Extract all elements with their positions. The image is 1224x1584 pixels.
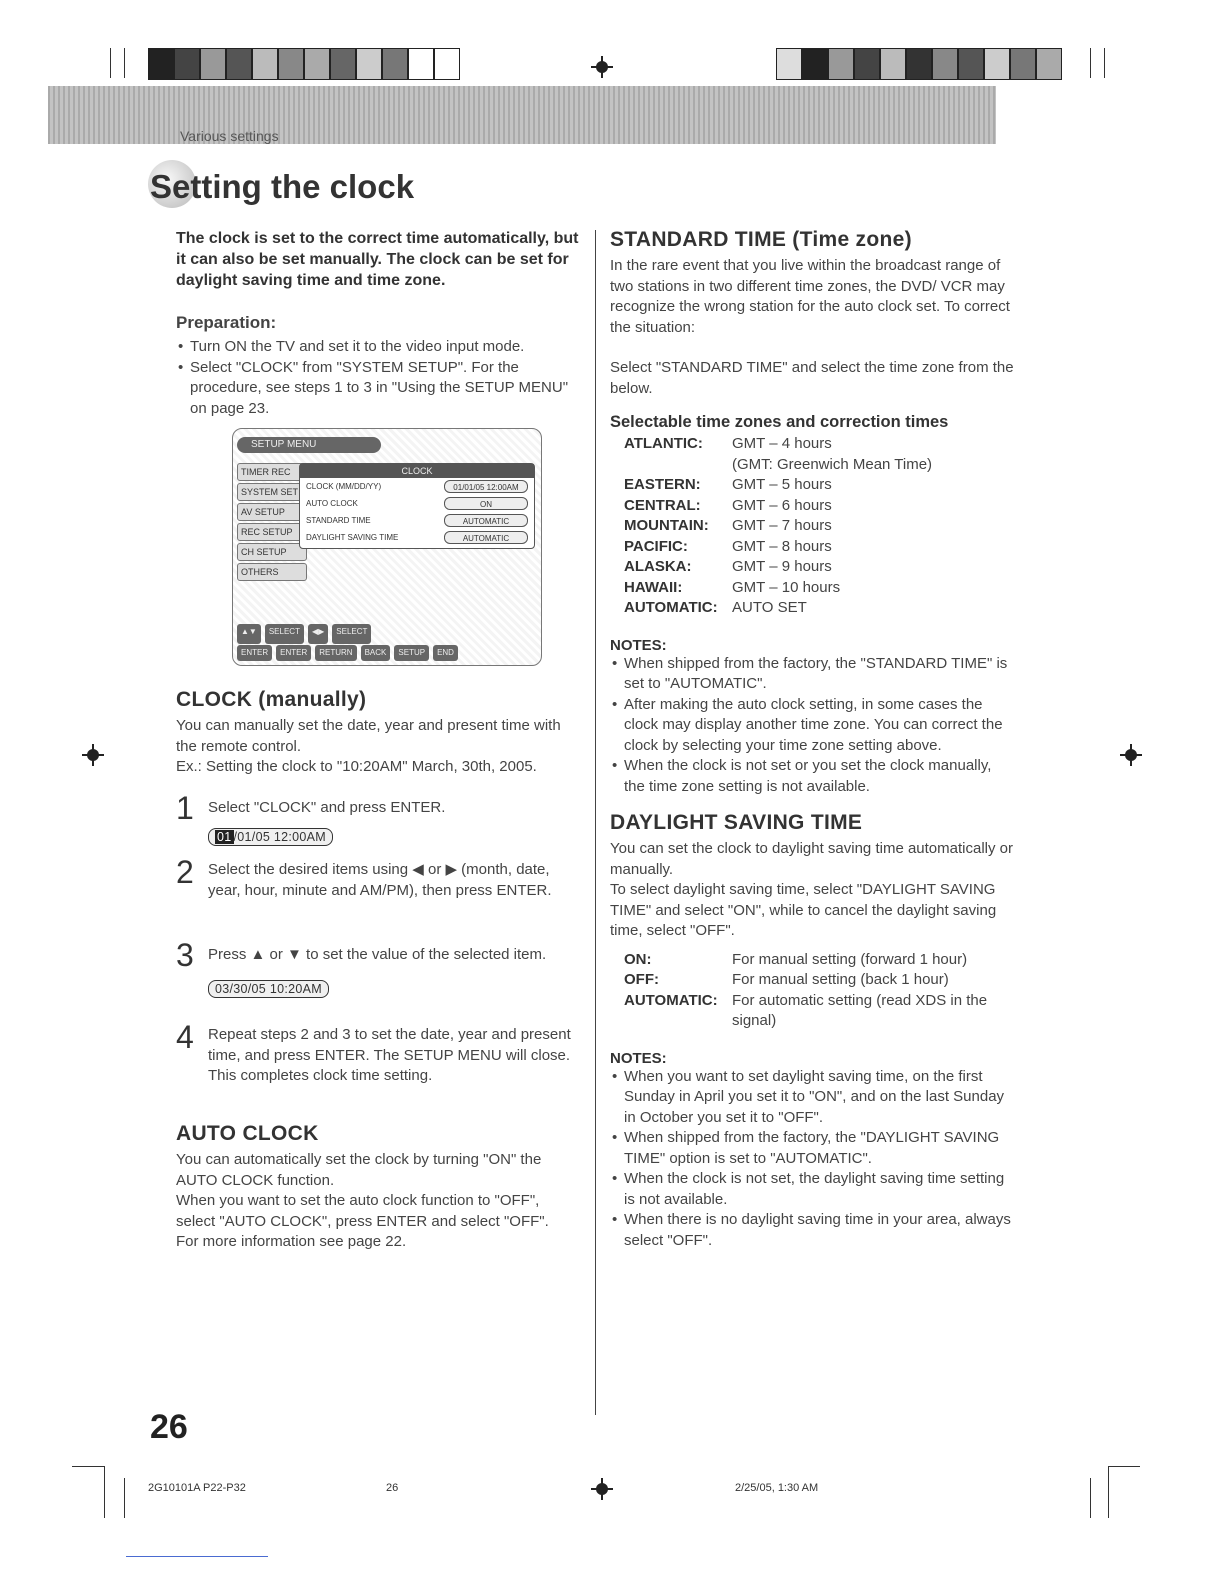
crop-mark — [72, 1466, 104, 1467]
daylight-saving-text: To select daylight saving time, select "DAYLIGHT SAVING TIME" and select "ON", while to cancel the daylight saving time, select "OFF". — [610, 881, 997, 939]
registration-mark-icon — [82, 744, 104, 766]
table-row — [624, 578, 932, 599]
zone-value: GMT – 7 hours — [732, 517, 832, 534]
clock-manual-text: You can manually set the date, year and present time with the remote control. — [176, 717, 561, 755]
zone-value: GMT – 10 hours — [732, 578, 841, 596]
list-item: • When shipped from the factory, the "DAYLIGHT SAVING TIME" option is set to "AUTOMATIC". — [610, 1128, 1014, 1169]
list-item: • When you want to set daylight saving time, on the first Sunday in April you set it to "ON", and on the last Sunday in October you set it to "OFF". — [610, 1067, 1014, 1129]
clock-manual-section — [176, 688, 580, 778]
menu-footer-label: SELECT — [265, 624, 304, 644]
menu-footer-label: ENTER — [237, 645, 272, 661]
menu-row-value: 01/01/05 12:00AM — [444, 480, 528, 493]
option-name: OFF: — [624, 971, 659, 988]
zone-value: GMT – 4 hours — [732, 435, 832, 452]
menu-row-label: AUTO CLOCK — [306, 499, 358, 508]
step-text: Select the desired items using ◀ or ▶ (month, date, year, hour, minute and AM/PM), then press ENTER. — [208, 861, 552, 899]
clock-panel — [299, 463, 535, 549]
color-calibration-strip — [776, 48, 1062, 78]
step-number: 3 — [176, 937, 194, 973]
menu-footer-label: ENTER — [276, 645, 311, 661]
intro-text: The clock is set to the correct time automatically, but it can also be set manually. The clock can be set for daylight saving time and time zone. — [176, 230, 579, 289]
clock-display-rest: /01/05 12:00AM — [233, 830, 326, 844]
notes-heading: NOTES: — [610, 636, 667, 654]
menu-category: CH SETUP — [237, 543, 307, 561]
footer-file-code: 2G10101A P22-P32 — [148, 1482, 246, 1494]
zone-name: ATLANTIC: — [624, 435, 703, 452]
arrow-up-down-icon: ▲▼ — [237, 624, 261, 644]
option-value: For manual setting (back 1 hour) — [732, 971, 949, 988]
zone-value: GMT – 5 hours — [732, 476, 832, 493]
crop-mark — [1104, 48, 1105, 78]
menu-footer-label: SELECT — [332, 624, 371, 644]
crop-mark — [110, 48, 111, 78]
menu-row — [300, 495, 534, 512]
highlighted-field: 01 — [217, 830, 232, 844]
section-label: Various settings — [180, 128, 279, 144]
menu-row — [300, 478, 534, 495]
notes-heading: NOTES: — [610, 1049, 667, 1067]
setup-menu-screenshot — [232, 428, 542, 666]
step-text: Press ▲ or ▼ to set the value of the selected item. — [208, 946, 547, 963]
zone-name: MOUNTAIN: — [624, 517, 709, 534]
menu-category: OTHERS — [237, 563, 307, 581]
step-4-main: Repeat steps 2 and 3 to set the date, year and present time, and press ENTER. The SETUP MENU will close. — [208, 1026, 571, 1064]
zone-value: GMT – 9 hours — [732, 558, 832, 575]
menu-category: AV SETUP — [237, 503, 307, 521]
menu-category-list — [237, 463, 307, 583]
list-item: • Select "CLOCK" from "SYSTEM SETUP". For the procedure, see steps 1 to 3 in "Using the SETUP MENU" on page 23. — [176, 358, 580, 420]
list-item: • When shipped from the factory, the "STANDARD TIME" is set to "AUTOMATIC". — [610, 654, 1014, 695]
preparation-heading: Preparation: — [176, 313, 277, 332]
zone-name: PACIFIC: — [624, 537, 688, 555]
step-4-extra: This completes clock time setting. — [208, 1067, 433, 1084]
option-name: AUTOMATIC: — [624, 991, 718, 1009]
daylight-options-table — [624, 950, 1014, 1032]
table-row — [624, 516, 932, 537]
left-column — [176, 228, 580, 419]
crop-mark — [1090, 1478, 1091, 1518]
menu-footer-label: SETUP — [394, 645, 429, 661]
menu-footer-label: RETURN — [315, 645, 356, 661]
right-column — [610, 228, 1014, 1251]
step-number: 4 — [176, 1019, 194, 1055]
option-value: For manual setting (forward 1 hour) — [732, 950, 968, 968]
crop-mark — [124, 1478, 125, 1518]
zone-value: (GMT: Greenwich Mean Time) — [732, 455, 933, 473]
list-item: • When the clock is not set or you set the clock manually, the time zone setting is not available. — [610, 756, 1014, 797]
list-item: • When the clock is not set, the daylight saving time setting is not available. — [610, 1169, 1014, 1210]
step-text: Select "CLOCK" and press ENTER. — [208, 799, 446, 816]
table-row — [624, 434, 932, 455]
underline-decoration — [126, 1556, 268, 1557]
clock-manual-example: Ex.: Setting the clock to "10:20AM" March, 30th, 2005. — [176, 758, 537, 775]
step-text — [208, 1025, 578, 1087]
zone-name — [624, 455, 732, 476]
table-row — [624, 557, 932, 578]
table-row — [624, 455, 932, 476]
table-row — [624, 496, 932, 517]
menu-row-value: AUTOMATIC — [444, 531, 528, 544]
menu-footer-keys — [233, 645, 545, 661]
auto-clock-text: For more information see page 22. — [176, 1233, 407, 1250]
table-row — [624, 950, 1014, 971]
step-number: 2 — [176, 854, 194, 890]
table-row — [624, 537, 932, 558]
page-number: 26 — [150, 1408, 188, 1446]
list-item: • Turn ON the TV and set it to the video input mode. — [176, 337, 580, 358]
menu-row-label: DAYLIGHT SAVING TIME — [306, 533, 399, 542]
auto-clock-text: You can automatically set the clock by turning "ON" the AUTO CLOCK function. — [176, 1151, 542, 1189]
table-row — [624, 970, 1014, 991]
page-title: Setting the clock — [150, 168, 415, 205]
zone-name: ALASKA: — [624, 558, 692, 575]
standard-time-heading: STANDARD TIME (Time zone) — [610, 228, 912, 251]
auto-clock-heading: AUTO CLOCK — [176, 1122, 319, 1145]
clock-display-example — [208, 828, 333, 846]
menu-footer-label: BACK — [361, 645, 391, 661]
menu-footer-label: END — [433, 645, 458, 661]
list-item: • When there is no daylight saving time in your area, always select "OFF". — [610, 1210, 1014, 1251]
menu-title: SETUP MENU — [237, 437, 381, 453]
clock-manual-heading: CLOCK (manually) — [176, 688, 367, 711]
zone-name: CENTRAL: — [624, 496, 701, 514]
registration-mark-icon — [591, 1478, 613, 1500]
menu-category: REC SETUP — [237, 523, 307, 541]
preparation-list — [176, 337, 580, 419]
crop-mark — [1090, 48, 1091, 78]
option-name: ON: — [624, 950, 652, 968]
daylight-saving-heading: DAYLIGHT SAVING TIME — [610, 811, 863, 834]
zone-name: HAWAII: — [624, 578, 683, 596]
standard-time-text: Select "STANDARD TIME" and select the time zone from the below. — [610, 359, 1014, 397]
menu-row — [300, 529, 534, 546]
zone-name: EASTERN: — [624, 476, 701, 493]
option-value: For automatic setting (read XDS in the signal) — [732, 991, 988, 1029]
auto-clock-section — [176, 1122, 580, 1253]
menu-row-value: AUTOMATIC — [444, 514, 528, 527]
crop-mark — [1108, 1466, 1109, 1518]
crop-mark — [124, 48, 125, 78]
table-row — [624, 991, 1014, 1032]
menu-footer-nav — [233, 624, 545, 644]
zone-name: AUTOMATIC: — [624, 599, 718, 616]
auto-clock-text: When you want to set the auto clock function to "OFF", select "AUTO CLOCK", press ENTER and select "OFF". — [176, 1192, 549, 1230]
time-zone-table — [624, 434, 932, 619]
time-zones-heading: Selectable time zones and correction times — [610, 413, 949, 431]
daylight-saving-text: You can set the clock to daylight saving time automatically or manually. — [610, 840, 1013, 878]
notes-list — [610, 1067, 1014, 1252]
footer-timestamp: 2/25/05, 1:30 AM — [735, 1482, 819, 1494]
step-number: 1 — [176, 790, 194, 826]
zone-value: GMT – 6 hours — [732, 496, 832, 514]
color-calibration-strip — [148, 48, 460, 78]
clock-panel-title: CLOCK — [300, 464, 534, 478]
zone-value: GMT – 8 hours — [732, 537, 832, 555]
crop-mark — [1108, 1466, 1140, 1467]
menu-category: SYSTEM SET — [237, 483, 307, 501]
menu-row-label: STANDARD TIME — [306, 516, 371, 525]
zone-value: AUTO SET — [732, 599, 807, 616]
menu-row-value: ON — [444, 497, 528, 510]
crop-mark — [104, 1466, 105, 1518]
column-divider — [595, 230, 596, 1415]
notes-list — [610, 654, 1014, 798]
footer-page: 26 — [386, 1482, 399, 1494]
clock-display-example: 03/30/05 10:20AM — [208, 980, 329, 998]
table-row — [624, 598, 932, 619]
registration-mark-icon — [1120, 744, 1142, 766]
registration-mark-icon — [591, 56, 613, 78]
table-row — [624, 475, 932, 496]
list-item: • After making the auto clock setting, in some cases the clock may display another time zone. You can correct the clock by selecting your time zone setting above. — [610, 695, 1014, 757]
standard-time-text: In the rare event that you live within the broadcast range of two stations in two different time zones, the DVD/ VCR may recognize the wrong station for the auto clock set. To correct the situation: — [610, 257, 1010, 336]
arrow-left-right-icon: ◀▶ — [308, 624, 328, 644]
menu-row — [300, 512, 534, 529]
menu-row-label: CLOCK (MM/DD/YY) — [306, 482, 382, 491]
menu-category: TIMER REC — [237, 463, 307, 481]
